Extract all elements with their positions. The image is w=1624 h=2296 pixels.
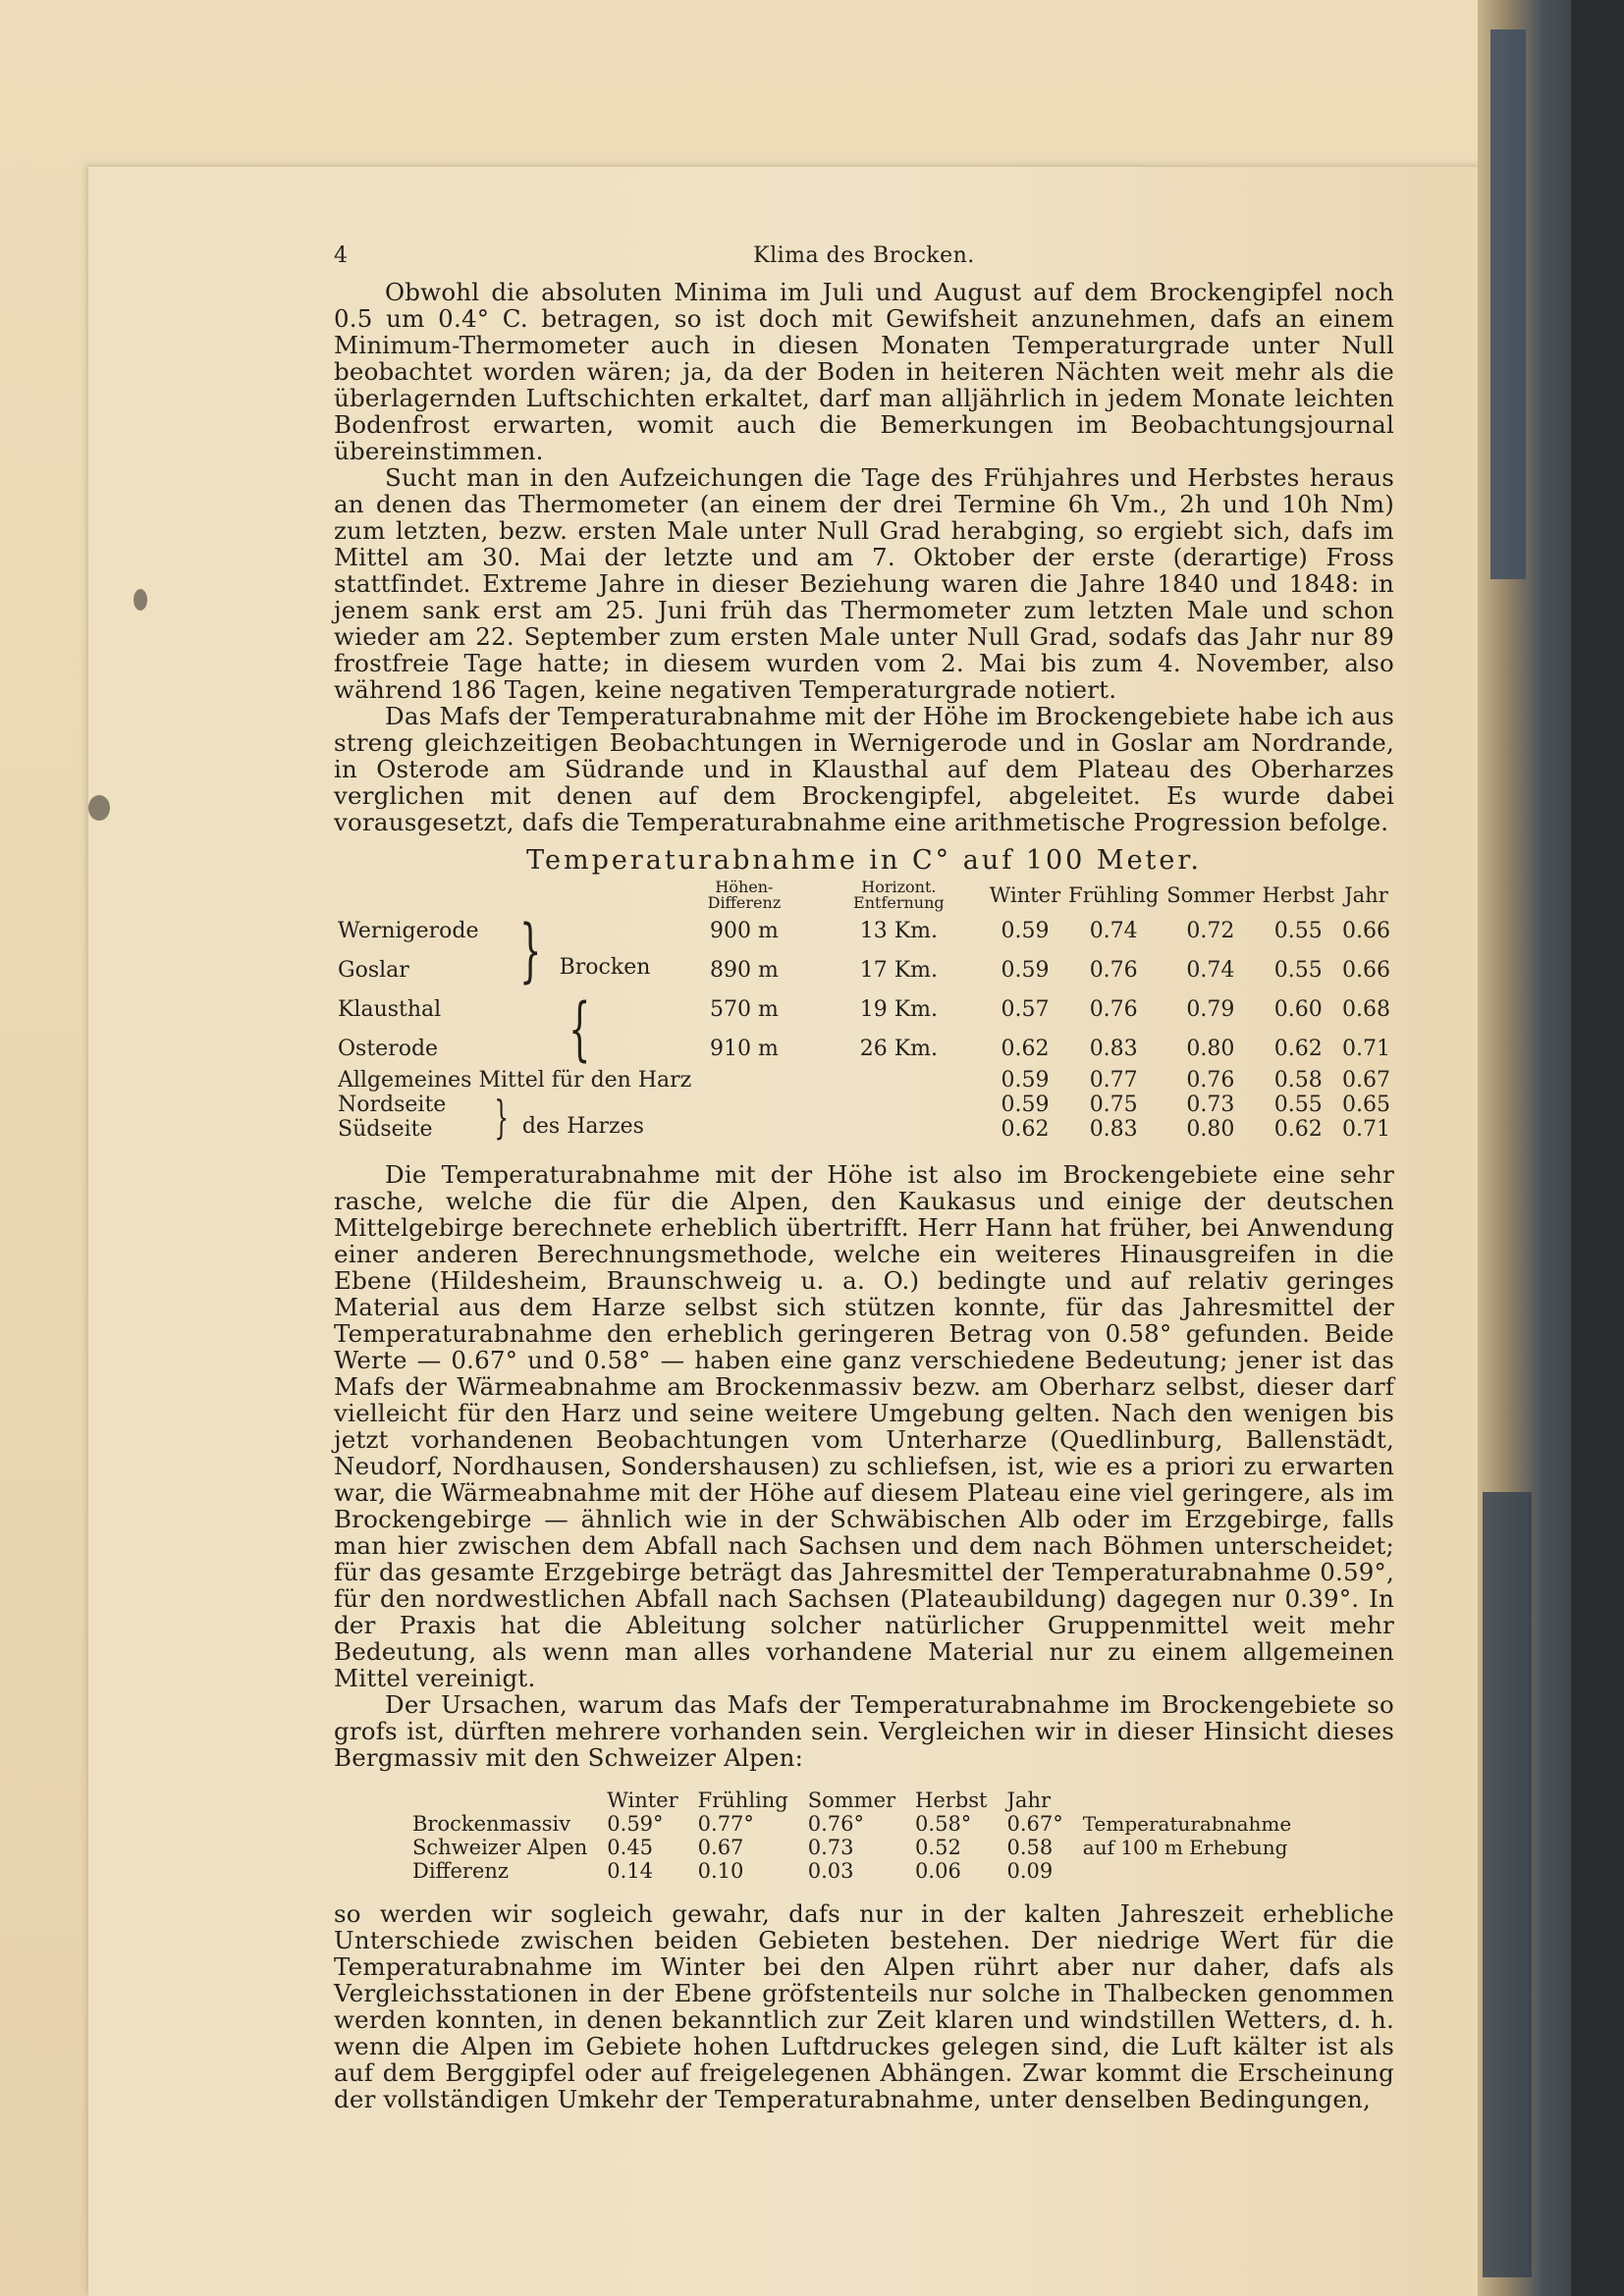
brace-group — [483, 911, 677, 1068]
cell: 0.76 — [1089, 996, 1138, 1022]
cell: 0.59 — [1001, 918, 1050, 943]
cell: 0.55 — [1273, 957, 1323, 983]
table-header-row — [403, 1789, 1301, 1812]
header-cell: Sommer — [807, 1789, 896, 1812]
cell: 0.77° — [697, 1812, 754, 1836]
brace-left: } — [519, 910, 542, 990]
side-label: Nordseite — [338, 1093, 447, 1117]
table-header-row — [334, 880, 1394, 911]
cell: 0.57 — [1001, 996, 1050, 1022]
page-content — [334, 243, 1394, 2112]
cell: 0.71 — [1342, 1036, 1390, 1061]
cell: 0.66 — [1342, 918, 1390, 943]
cell: 0.62 — [1001, 1117, 1050, 1142]
header-cell: Jahr — [1006, 1789, 1052, 1812]
cell: 890 m — [710, 957, 779, 983]
brace-label: Brocken — [559, 955, 651, 980]
table-row — [334, 911, 1394, 950]
cell: 0.58° — [915, 1812, 972, 1836]
cell: 0.75 — [1089, 1093, 1138, 1117]
table-row — [403, 1859, 1301, 1883]
cell: 0.58 — [1273, 1068, 1323, 1093]
cell: 900 m — [710, 918, 779, 943]
cell: 0.67 — [697, 1836, 744, 1859]
cell: 0.68 — [1342, 996, 1390, 1022]
header-cell: Frühling — [697, 1789, 788, 1812]
scanner-border — [1571, 0, 1624, 2296]
cell: 0.09 — [1006, 1859, 1054, 1883]
cell: 0.74 — [1186, 957, 1235, 983]
temperature-gradient-table — [334, 880, 1394, 1142]
cell: 0.59 — [1001, 1068, 1050, 1093]
cell: 0.10 — [697, 1859, 744, 1883]
cell: 570 m — [710, 996, 779, 1022]
side-brace: } — [493, 1091, 509, 1144]
cell: 0.80 — [1186, 1036, 1235, 1061]
header-cell-station — [334, 880, 483, 911]
cell: 0.14 — [607, 1859, 654, 1883]
station-name: Osterode — [338, 1036, 439, 1061]
paragraph: Die Temperaturabnahme mit der Höhe ist also im Brockengebiete eine sehr rasche, welche die für die Alpen, den Kaukasus und einige der deutschen Mittelgebirge berechnete erheblich übertrifft. Herr Hann hat früher, bei Anwendung einer anderen Berechnungsmethode, welche ein weiteres Hinausgreifen in die Ebene (Hildesheim, Braunschweig u. a. O.) bedingte und auf relativ geringes Material aus dem Harze selbst sich stützen konnte, für das Jahresmittel der Temperaturabnahme den erheblich geringeren Betrag von 0.58° gefunden. Beide Werte — 0.67° und 0.58° — haben eine ganz verschiedene Bedeutung; jener ist das Mafs der Wärmeabnahme am Brockenmassiv bezw. am Oberharz selbst, dieser darf vielleicht für den Harz und seine weitere Umgebung gelten. Nach den wenigen bis jetzt vorhandenen Beobachtungen vom Unterharze (Quedlinburg, Ballenstädt, Neudorf, Nordhausen, Sondershausen) zu schliefsen, ist, wie es a priori zu erwarten war, die Wärmeabnahme mit der Höhe auf diesem Plateau eine viel geringere, als im Brockengebirge — ähnlich wie in der Schwäbischen Alb oder im Erzgebirge, falls man hier zwischen dem Abfall nach Sachsen und dem nach Böhmen unterscheidet; für das gesamte Erzgebirge beträgt das Jahresmittel der Temperaturabnahme 0.59°, für den nordwestlichen Abfall nach Sachsen (Plateaubildung) dagegen nur 0.39°. In der Praxis hat die Ableitung solcher natürlicher Gruppenmittel weit mehr Bedeutung, als wenn man alles vorhandene Material nur zu einem allgemeinen Mittel vereinigt. — [334, 1160, 1394, 1692]
note-line: auf 100 m Erhebung — [1082, 1836, 1288, 1859]
cell: 0.06 — [915, 1859, 961, 1883]
header-cell: Jahr — [1344, 883, 1388, 907]
cell: 0.83 — [1089, 1036, 1138, 1061]
cell: 19 Km. — [859, 996, 938, 1022]
cell: 0.62 — [1273, 1117, 1323, 1142]
cell: 0.55 — [1273, 1093, 1323, 1117]
cell: 17 Km. — [859, 957, 938, 983]
cell: 0.76 — [1089, 957, 1138, 983]
cell: 0.59° — [607, 1812, 664, 1836]
cell: 0.58 — [1006, 1836, 1054, 1859]
side-label: Südseite — [338, 1117, 433, 1142]
cell: 0.83 — [1089, 1117, 1138, 1142]
table-row-side — [334, 1093, 1394, 1117]
table-row — [403, 1812, 1301, 1836]
cell: 0.74 — [1089, 918, 1138, 943]
cell: 910 m — [710, 1036, 779, 1061]
cell: 0.72 — [1186, 918, 1235, 943]
comparison-table — [403, 1789, 1301, 1883]
binding-strip-top — [1490, 29, 1526, 579]
cell: 0.52 — [915, 1836, 961, 1859]
row-label: Schweizer Alpen — [412, 1836, 588, 1859]
header-cell: Sommer — [1166, 883, 1255, 907]
paragraph: Der Ursachen, warum das Mafs der Temperaturabnahme im Brockengebiete so grofs ist, dürften mehrere vorhanden sein. Vergleichen wir in dieser Hinsicht dieses Bergmassiv mit den Schweizer Alpen: — [334, 1690, 1394, 1772]
header-cell: Frühling — [1068, 883, 1160, 907]
table-row-mean — [334, 1068, 1394, 1093]
header-cell: Herbst — [915, 1789, 988, 1812]
station-name: Klausthal — [338, 996, 442, 1022]
cell: 0.65 — [1342, 1093, 1390, 1117]
page-number: 4 — [334, 243, 348, 268]
header-cell: Höhen-Differenz — [707, 878, 782, 912]
station-name: Goslar — [338, 957, 409, 983]
side-group-text: des Harzes — [521, 1114, 644, 1139]
brace-right: { — [568, 988, 591, 1069]
cell: 0.55 — [1273, 918, 1323, 943]
paragraph: so werden wir sogleich gewahr, dafs nur in der kalten Jahreszeit erhebliche Unterschiede zwischen beiden Gebieten bestehen. Der niedrige Wert für die Temperaturabnahme im Winter bei den Alpen rührt aber nur daher, dafs als Vergleichsstationen in der Ebene gröfstenteils nur solche in Thalbecken genommen werden konnten, in denen bekanntlich zur Zeit klaren und windstillen Wetters, d. h. wenn die Alpen im Gebiete hohen Luftdruckes gelegen sind, die Luft kälter ist als auf dem Berggipfel oder auf freigelegenen Abhängen. Zwar kommt die Erscheinung der vollständigen Umkehr der Temperaturabnahme, unter denselben Bedingungen, — [334, 1899, 1394, 2113]
station-name: Wernigerode — [338, 918, 479, 943]
paragraph: Obwohl die absoluten Minima im Juli und August auf dem Brockengipfel noch 0.5 um 0.4° C. betragen, so ist doch mit Gewifsheit anzunehmen, dafs an einem Minimum-Thermometer auch in diesen Monaten Temperaturgrade unter Null beobachtet worden wären; ja, da der Boden in heiteren Nächten weit mehr als die überlagernden Luftschichten erkaltet, darf man alljährlich in jedem Monate leichten Bodenfrost erwarten, womit auch die Bemerkungen im Beobachtungsjournal übereinstimmen. — [334, 278, 1394, 465]
cell: 0.62 — [1001, 1036, 1050, 1061]
cell: 0.60 — [1273, 996, 1323, 1022]
cell: 0.45 — [607, 1836, 654, 1859]
cell: 0.59 — [1001, 957, 1050, 983]
cell: 26 Km. — [859, 1036, 938, 1061]
page-header — [334, 243, 1394, 279]
running-title: Klima des Brocken. — [753, 243, 975, 268]
header-cell: Horizont. Entfernung — [853, 878, 945, 912]
header-cell-brace — [483, 880, 677, 911]
note-line: Temperaturabnahme — [1082, 1812, 1292, 1836]
cell: 13 Km. — [859, 918, 938, 943]
cell: 0.73 — [1186, 1093, 1235, 1117]
table-title: Temperaturabnahme in C° auf 100 Meter. — [526, 845, 1202, 876]
cell: 0.67° — [1006, 1812, 1063, 1836]
table-note — [1073, 1812, 1301, 1859]
cell: 0.66 — [1342, 957, 1390, 983]
header-cell-empty — [1073, 1789, 1301, 1812]
cell: 0.76 — [1186, 1068, 1235, 1093]
cell: 0.80 — [1186, 1117, 1235, 1142]
cell: 0.79 — [1186, 996, 1235, 1022]
row-label: Brockenmassiv — [412, 1812, 571, 1836]
header-cell: Herbst — [1262, 883, 1334, 907]
cell-empty — [1073, 1859, 1301, 1883]
cell: 0.59 — [1001, 1093, 1050, 1117]
cell: 0.03 — [807, 1859, 854, 1883]
binding-strip-bottom — [1483, 1492, 1532, 2277]
paragraph: Sucht man in den Aufzeichungen die Tage des Frühjahres und Herbstes heraus an denen das Thermometer (an einem der drei Termine 6h Vm., 2h und 10h Nm) zum letzten, bezw. ersten Male unter Null Grad herabging, so ergiebt sich, dafs im Mittel am 30. Mai der letzte und am 7. Oktober der erste (derartige) Fross stattfindet. Extreme Jahre in dieser Beziehung waren die Jahre 1840 und 1848: in jenem sank erst am 25. Juni früh das Thermometer zum letzten Male und schon wieder am 22. September zum ersten Male unter Null Grad, sodafs das Jahr nur 89 frostfreie Tage hatte; in diesem wurden vom 2. Mai bis zum 4. November, also während 186 Tagen, keine negativen Temperaturgrade notiert. — [334, 463, 1394, 704]
ink-spot — [134, 589, 147, 611]
header-cell: Winter — [607, 1789, 678, 1812]
paragraph: Das Mafs der Temperaturabnahme mit der Höhe im Brockengebiete habe ich aus streng gleichzeitigen Beobachtungen in Wernigerode und in Goslar am Nordrande, in Osterode am Südrande und in Klausthal auf dem Plateau des Oberharzes verglichen mit denen auf dem Brockengipfel, abgeleitet. Es wurde dabei vorausgesetzt, dafs die Temperaturabnahme eine arithmetische Progression befolge. — [334, 702, 1394, 836]
cell: 0.73 — [807, 1836, 854, 1859]
header-cell: Winter — [989, 883, 1061, 907]
cell: 0.76° — [807, 1812, 864, 1836]
side-group-label — [483, 1093, 986, 1142]
header-cell-empty — [403, 1789, 597, 1812]
cell: 0.67 — [1342, 1068, 1390, 1093]
mean-label: Allgemeines Mittel für den Harz — [338, 1068, 692, 1093]
cell: 0.71 — [1342, 1117, 1390, 1142]
cell: 0.62 — [1273, 1036, 1323, 1061]
row-label: Differenz — [412, 1859, 509, 1883]
ink-spot — [88, 795, 110, 821]
spacer — [334, 1142, 1394, 1161]
cell: 0.77 — [1089, 1068, 1138, 1093]
